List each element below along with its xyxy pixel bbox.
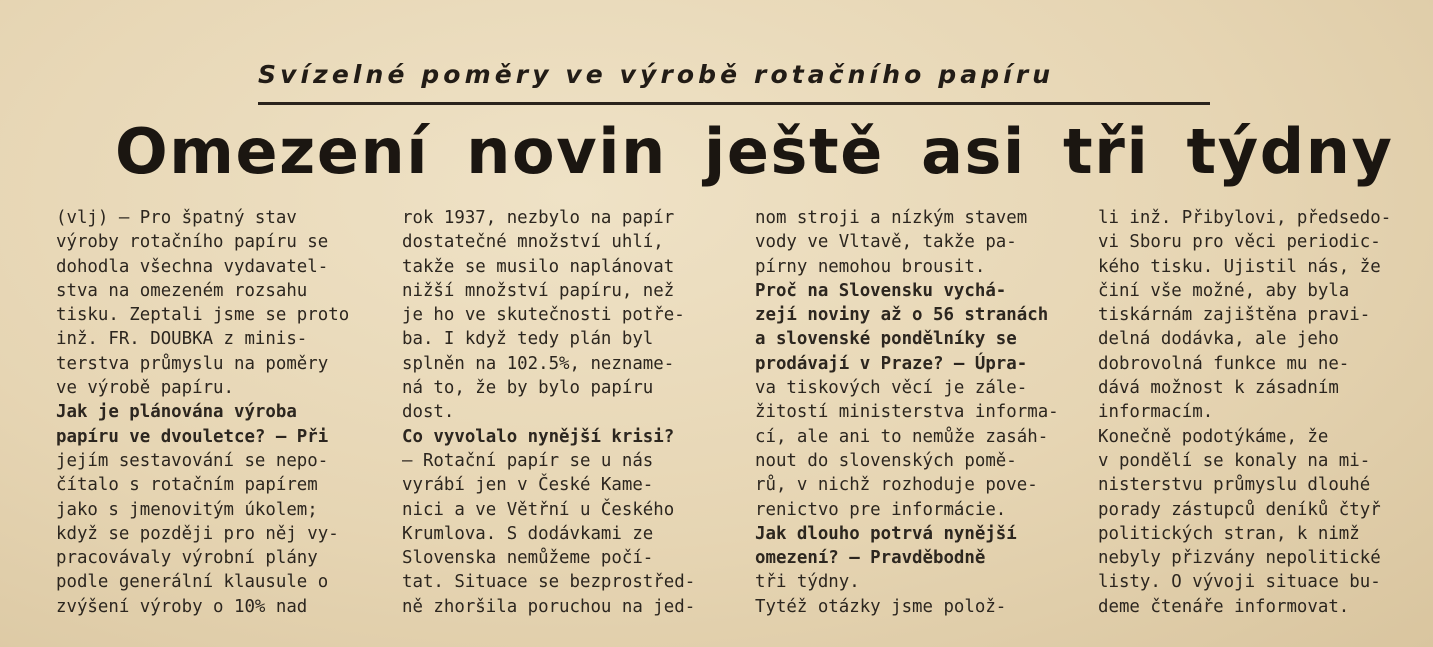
text-line: ná to, že by bylo papíru: [402, 378, 654, 399]
text-line: cí, ale ani to nemůže zasáh-: [755, 426, 1049, 447]
text-line: prodávají v Praze? — Úpra-: [755, 353, 1028, 374]
text-line: zvýšení výroby o 10% nad: [56, 596, 308, 617]
text-line: Jak dlouho potrvá nynější: [755, 523, 1017, 544]
text-line: va tiskových věcí je zále-: [755, 378, 1028, 399]
text-line: a slovenské pondělníky se: [755, 329, 1017, 350]
text-line: v pondělí se konaly na mi-: [1098, 450, 1371, 471]
text-line: — Rotační papír se u nás: [402, 450, 654, 471]
text-line: delná dodávka, ale jeho: [1098, 329, 1339, 350]
text-line: Slovenska nemůžeme počí-: [402, 548, 654, 569]
text-line: dost.: [402, 402, 455, 423]
text-line: vody ve Vltavě, takže pa-: [755, 232, 1017, 253]
text-line: kého tisku. Ujistil nás, že: [1098, 256, 1381, 277]
text-line: renictvo pre informácie.: [755, 499, 1007, 520]
text-line: porady zástupců deníků čtyř: [1098, 499, 1381, 520]
text-line: dostatečné množství uhlí,: [402, 232, 664, 253]
article-kicker: Svízelné poměry ve výrobě rotačního papíru: [258, 60, 1055, 89]
text-line: když se později pro něj vy-: [56, 523, 339, 544]
text-line: pírny nemohou brousit.: [755, 256, 986, 277]
text-line: Co vyvolalo nynější krisi?: [402, 426, 675, 447]
text-line: terstva průmyslu na poměry: [56, 353, 329, 374]
text-line: ně zhoršila poruchou na jed-: [402, 596, 696, 617]
text-line: Konečně podotýkáme, že: [1098, 426, 1329, 447]
text-line: nisterstvu průmyslu dlouhé: [1098, 475, 1371, 496]
article-headline: Omezení novin ještě asi tři týdny: [115, 115, 1394, 188]
text-line: inž. FR. DOUBKA z minis-: [56, 329, 308, 350]
text-line: ba. I když tedy plán byl: [402, 329, 654, 350]
text-line: vi Sboru pro věci periodic-: [1098, 232, 1381, 253]
text-line: dohodla všechna vydavatel-: [56, 256, 329, 277]
text-line: podle generální klausule o: [56, 572, 329, 593]
text-line: tři týdny.: [755, 572, 860, 593]
text-line: jejím sestavování se nepo-: [56, 450, 329, 471]
text-line: tat. Situace se bezprostřed-: [402, 572, 696, 593]
text-line: listy. O vývoji situace bu-: [1098, 572, 1381, 593]
text-line: zejí noviny až o 56 stranách: [755, 305, 1049, 326]
text-line: splněn na 102.5%, neznamе-: [402, 353, 675, 374]
text-line: omezení? — Pravděbodně: [755, 548, 986, 569]
text-line: žitostí ministerstva informa-: [755, 402, 1059, 423]
text-line: rok 1937, nezbylo na papír: [402, 208, 675, 228]
article-column-2: [402, 206, 695, 619]
text-line: tisku. Zeptali jsme se proto: [56, 305, 350, 326]
article-column-3: [755, 206, 1059, 619]
text-line: činí vše možné, aby byla: [1098, 280, 1350, 301]
kicker-underline: [258, 102, 1210, 105]
text-line: Krumlova. S dodávkami ze: [402, 523, 654, 544]
article-column-1: [56, 206, 349, 619]
text-line: takže se musilo naplánovat: [402, 256, 675, 277]
text-line: informacím.: [1098, 402, 1214, 423]
text-line: výroby rotačního papíru se: [56, 232, 329, 253]
text-line: rů, v nichž rozhoduje pove-: [755, 475, 1038, 496]
text-line: Jak je plánována výroba: [56, 402, 297, 423]
text-line: nici a ve Větřní u Českého: [402, 499, 675, 520]
text-line: li inž. Přibylovi, předsedo-: [1098, 208, 1392, 228]
text-line: tiskárnám zajištěna pravi-: [1098, 305, 1371, 326]
text-line: politických stran, k nimž: [1098, 523, 1360, 544]
text-line: dobrovolná funkce mu ne-: [1098, 353, 1350, 374]
text-line: nižší množství papíru, než: [402, 280, 675, 301]
text-line: nom stroji a nízkým stavem: [755, 208, 1028, 228]
text-line: papíru ve dvouletce? — Při: [56, 426, 329, 447]
text-line: Proč na Slovensku vychá-: [755, 280, 1007, 301]
text-line: čítalo s rotačním papírem: [56, 475, 318, 496]
text-line: je ho ve skutečnosti potře-: [402, 305, 685, 326]
text-line: (vlj) — Pro špatný stav: [56, 208, 297, 228]
text-line: deme čtenáře informovat.: [1098, 596, 1350, 617]
article-column-4: [1098, 206, 1391, 619]
text-line: Tytéž otázky jsme polož-: [755, 596, 1007, 617]
text-line: stva na omezeném rozsahu: [56, 280, 308, 301]
text-line: pracovávaly výrobní plány: [56, 548, 318, 569]
text-line: ve výrobě papíru.: [56, 378, 234, 399]
text-line: vyrábí jen v České Kame-: [402, 475, 654, 496]
text-line: jako s jmenovitým úkolem;: [56, 499, 318, 520]
text-line: nebyly přizvány nepolitické: [1098, 548, 1381, 569]
text-line: nout do slovenských pomě-: [755, 450, 1017, 471]
text-line: dává možnost k zásadním: [1098, 378, 1339, 399]
